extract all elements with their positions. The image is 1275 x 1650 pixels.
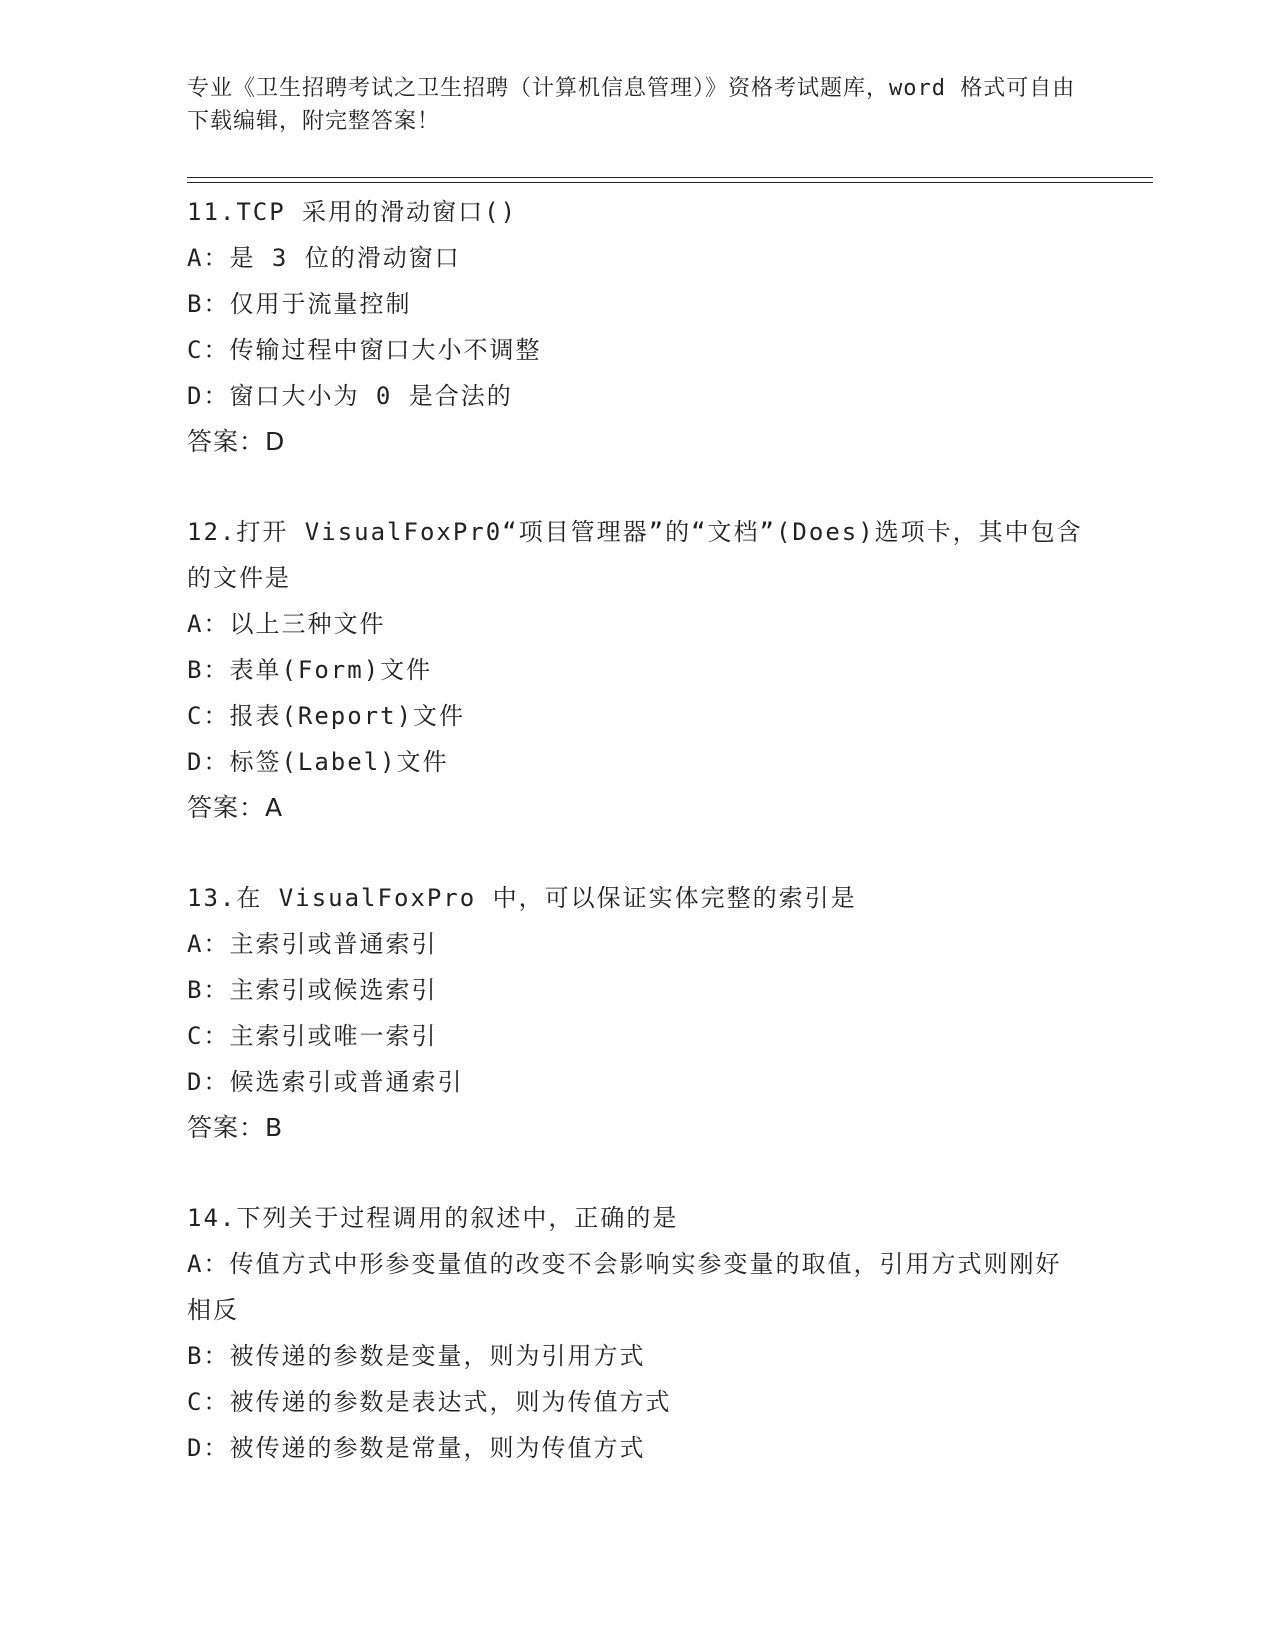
question-stem: 14.下列关于过程调用的叙述中，正确的是 [187, 1204, 679, 1232]
header-divider-bottom [187, 182, 1153, 183]
option-d: D：被传递的参数是常量，则为传值方式 [187, 1434, 646, 1462]
header-divider-top [187, 177, 1153, 178]
option-c: C：被传递的参数是表达式，则为传值方式 [187, 1388, 672, 1416]
question-14 [187, 1195, 1087, 1471]
option-d: D：窗口大小为 0 是合法的 [187, 382, 513, 410]
option-b: B：主索引或候选索引 [187, 976, 438, 1004]
option-b: B：被传递的参数是变量，则为引用方式 [187, 1342, 646, 1370]
question-stem: 11.TCP 采用的滑动窗口() [187, 198, 518, 226]
option-b: B：仅用于流量控制 [187, 290, 412, 318]
question-stem: 13.在 VisualFoxPro 中，可以保证实体完整的索引是 [187, 884, 857, 912]
answer-label: 答案：D [187, 427, 286, 456]
question-13 [187, 875, 1087, 1151]
question-11 [187, 189, 1087, 465]
option-c: C：主索引或唯一索引 [187, 1022, 438, 1050]
option-b: B：表单(Form)文件 [187, 656, 433, 684]
option-c: C：报表(Report)文件 [187, 702, 466, 730]
question-stem: 12.打开 VisualFoxPr0“项目管理器”的“文档”(Does)选项卡，其中包含的文件是 [187, 518, 1083, 592]
option-d: D：候选索引或普通索引 [187, 1068, 464, 1096]
document-header: 专业《卫生招聘考试之卫生招聘（计算机信息管理）》资格考试题库，word 格式可自由下载编辑，附完整答案！ [187, 76, 1076, 134]
question-12 [187, 509, 1087, 831]
option-c: C：传输过程中窗口大小不调整 [187, 336, 542, 364]
option-d: D：标签(Label)文件 [187, 748, 449, 776]
option-a: A：主索引或普通索引 [187, 930, 438, 958]
question-list [187, 189, 1087, 1515]
option-a: A：以上三种文件 [187, 610, 386, 638]
option-a: A：是 3 位的滑动窗口 [187, 244, 461, 272]
answer-label: 答案：B [187, 1113, 284, 1142]
option-a: A：传值方式中形参变量值的改变不会影响实参变量的取值，引用方式则刚好相反 [187, 1250, 1062, 1324]
answer-label: 答案：A [187, 793, 284, 822]
